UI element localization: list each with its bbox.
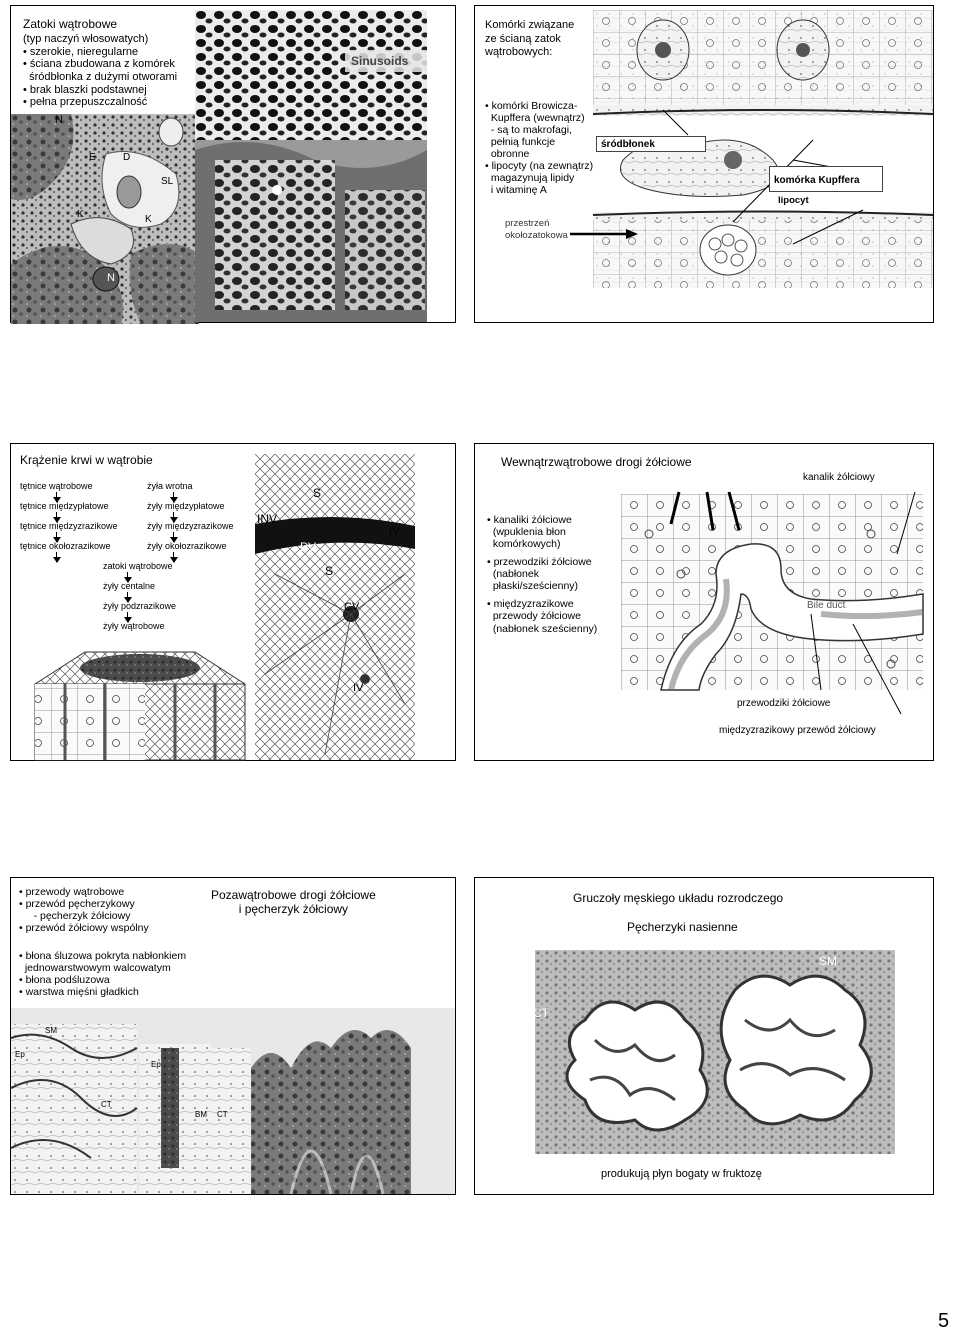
s2-bullet: i witaminę A (485, 184, 547, 197)
flow-right-3: żyły okołozrazikowe (147, 541, 227, 551)
label-kupffer-cell: komórka Kupffera (769, 166, 883, 192)
label-iv2: IV (353, 682, 364, 694)
slide-sinusoid-cells (474, 5, 934, 323)
s5-bullet: • przewód żółciowy wspólny (19, 922, 149, 935)
s4-bullet: przewody żółciowe (487, 610, 581, 623)
s5-bullet: jednowarstwowym walcowatym (19, 962, 171, 975)
s1-bullet: (typ naczyń włosowatych) (23, 33, 149, 45)
slide-liver-circulation (10, 443, 456, 761)
slide4-bullets (487, 514, 597, 635)
label-inv: INV (257, 512, 278, 526)
label-pv: PV (300, 540, 317, 554)
s5-bullet: • przewody wątrobowe (19, 886, 125, 898)
diagram-bile-ducts (621, 494, 923, 690)
s4-bullet: • przewodziki żółciowe (487, 556, 592, 569)
slide2-title-2: ze ścianą zatok (485, 32, 561, 45)
arrow-perisinusoidal (570, 227, 640, 239)
label-ct: CT (101, 1100, 112, 1109)
slide-extrahepatic-bile-ducts (10, 877, 456, 1195)
slide1-bullets (23, 33, 177, 109)
slide5-bullets-wall (19, 950, 186, 998)
s4-bullet: (wpuklenia błon (487, 526, 566, 539)
label-e: E (89, 152, 96, 163)
micrograph-sinusoids-sem (195, 10, 427, 322)
slide5-title-2: i pęcherzyk żółciowy (238, 902, 349, 916)
slide2-bullets (485, 100, 593, 197)
flow-center-2: żyły podzrazikowe (103, 601, 177, 611)
slide2-title-1: Komórki związane (485, 19, 575, 31)
slide-seminal-vesicles (474, 877, 934, 1195)
flow-left-1: tętnice międzypłatowe (20, 501, 109, 511)
slide5-bullets-ducts (19, 886, 149, 934)
flow-center-1: żyły centalne (103, 581, 156, 591)
slide3-title: Krążenie krwi w wątrobie (20, 453, 153, 467)
label-ct2: CT (217, 1110, 228, 1119)
slide1-title: Zatoki wątrobowe (23, 17, 118, 31)
s1-bullet: • szerokie, nieregularne (23, 45, 139, 58)
s1-bullet: • ściana zbudowana z komórek (23, 58, 175, 71)
label-cv: CV (344, 601, 360, 613)
s5-bullet: - pęcherzyk żółciowy (19, 910, 131, 923)
s2-bullet: • komórki Browicza- (485, 100, 578, 112)
slide-hepatic-sinusoids (10, 5, 456, 323)
s4-bullet: (nabłonek sześcienny) (487, 622, 598, 635)
flow-right-0: żyła wrotna (147, 481, 193, 491)
slide6-title: Gruczoły męskiego układu rozrodczego (573, 891, 784, 905)
slide-intrahepatic-bile-ducts (474, 443, 934, 761)
micrograph-seminal-vesicle (535, 950, 895, 1154)
label-sl: SL (161, 176, 174, 187)
flow-center-3: żyły wątrobowe (103, 621, 165, 631)
slide5-title (211, 888, 376, 916)
slide6-subtitle: Pęcherzyki nasienne (627, 920, 738, 934)
s5-bullet: • przewód pęcherzykowy (19, 898, 135, 911)
label-sm: SM (819, 954, 837, 968)
label-s2: S (325, 564, 334, 578)
label-endothelium: śródbłonek (596, 136, 706, 152)
label-ep: Ep (15, 1050, 25, 1059)
s4-bullet: • międzyzrazikowe (487, 598, 574, 611)
page-number: 5 (938, 1310, 950, 1332)
illustration-liver-lobule (25, 644, 253, 760)
s1-bullet: • brak blaszki podstawnej (23, 83, 147, 96)
label-d: D (123, 152, 131, 163)
micrograph-sinusoid-em (11, 114, 199, 324)
s5-bullet: • warstwa mięśni gładkich (19, 986, 139, 999)
s2-bullet: - są to makrofagi, (485, 124, 572, 137)
label-iv: IV (389, 526, 400, 538)
slide2-title-3: wątrobowych: (485, 46, 553, 58)
s2-bullet: obronne (485, 148, 530, 161)
s2-bullet: pełnią funkcje (485, 136, 556, 149)
flow-right-2: żyły międzyzrazikowe (147, 521, 234, 531)
label-sm: SM (45, 1026, 57, 1035)
label-ep2: Ep (151, 1060, 161, 1069)
flow-left-0: tętnice wątrobowe (20, 481, 93, 491)
s4-bullet: (nabłonek (487, 568, 539, 581)
s4-bullet: płaski/sześcienny) (487, 580, 579, 593)
micrograph-gallbladder-wall (11, 1008, 455, 1194)
flow-center-0: zatoki wątrobowe (103, 561, 173, 571)
s4-bullet: komórkowych) (487, 538, 561, 551)
label-n2: N (107, 272, 115, 284)
label-k2: K (145, 214, 152, 225)
label-sinusoids: Sinusoids (351, 54, 409, 68)
s5-bullet: • błona śluzowa pokryta nabłonkiem (19, 950, 187, 962)
s2-bullet: magazynują lipidy (485, 172, 575, 185)
flow-left-3: tętnice okołozrazikowe (20, 541, 111, 551)
flow-left-2: tętnice międzyzrazikowe (20, 521, 118, 531)
flow-arrow (56, 552, 57, 562)
flow-arrow (173, 552, 174, 562)
micrograph-liver-lobule (255, 454, 415, 760)
label-bm: BM (195, 1110, 207, 1119)
label-n1: N (55, 114, 63, 126)
label-interlobular-duct: międzyzrazikowy przewód żółciowy (719, 725, 876, 736)
s2-bullet: • lipocyty (na zewnątrz) (485, 160, 594, 173)
slide6-caption: produkują płyn bogaty w fruktozę (601, 1168, 762, 1180)
label-ct: CT (533, 1006, 549, 1020)
slide5-title-1: Pozawątrobowe drogi żółciowe (211, 888, 376, 902)
label-bile-ductules: przewodziki żółciowe (737, 698, 831, 709)
label-bile-duct: Bile duct (807, 600, 846, 611)
label-lipocyte: lipocyt (778, 195, 809, 206)
s1-bullet: • pełna przepuszczalność (23, 96, 148, 109)
slide2-title (485, 19, 574, 60)
s4-bullet: • kanaliki żółciowe (487, 514, 572, 526)
label-bile-canaliculus: kanalik żółciowy (803, 472, 875, 483)
s1-bullet: śródbłonka z dużymi otworami (23, 70, 178, 83)
s5-bullet: • błona podśluzowa (19, 974, 110, 987)
label-k1: K (77, 209, 84, 220)
label-s1: S (313, 486, 322, 500)
slide4-title: Wewnątrzwątrobowe drogi żółciowe (501, 455, 692, 469)
s2-bullet: Kupffera (wewnątrz) (485, 112, 585, 125)
flow-right-1: żyły międzypłatowe (147, 501, 225, 511)
label-perisinusoidal-space: przestrzeń okołozatokowa (505, 218, 568, 241)
